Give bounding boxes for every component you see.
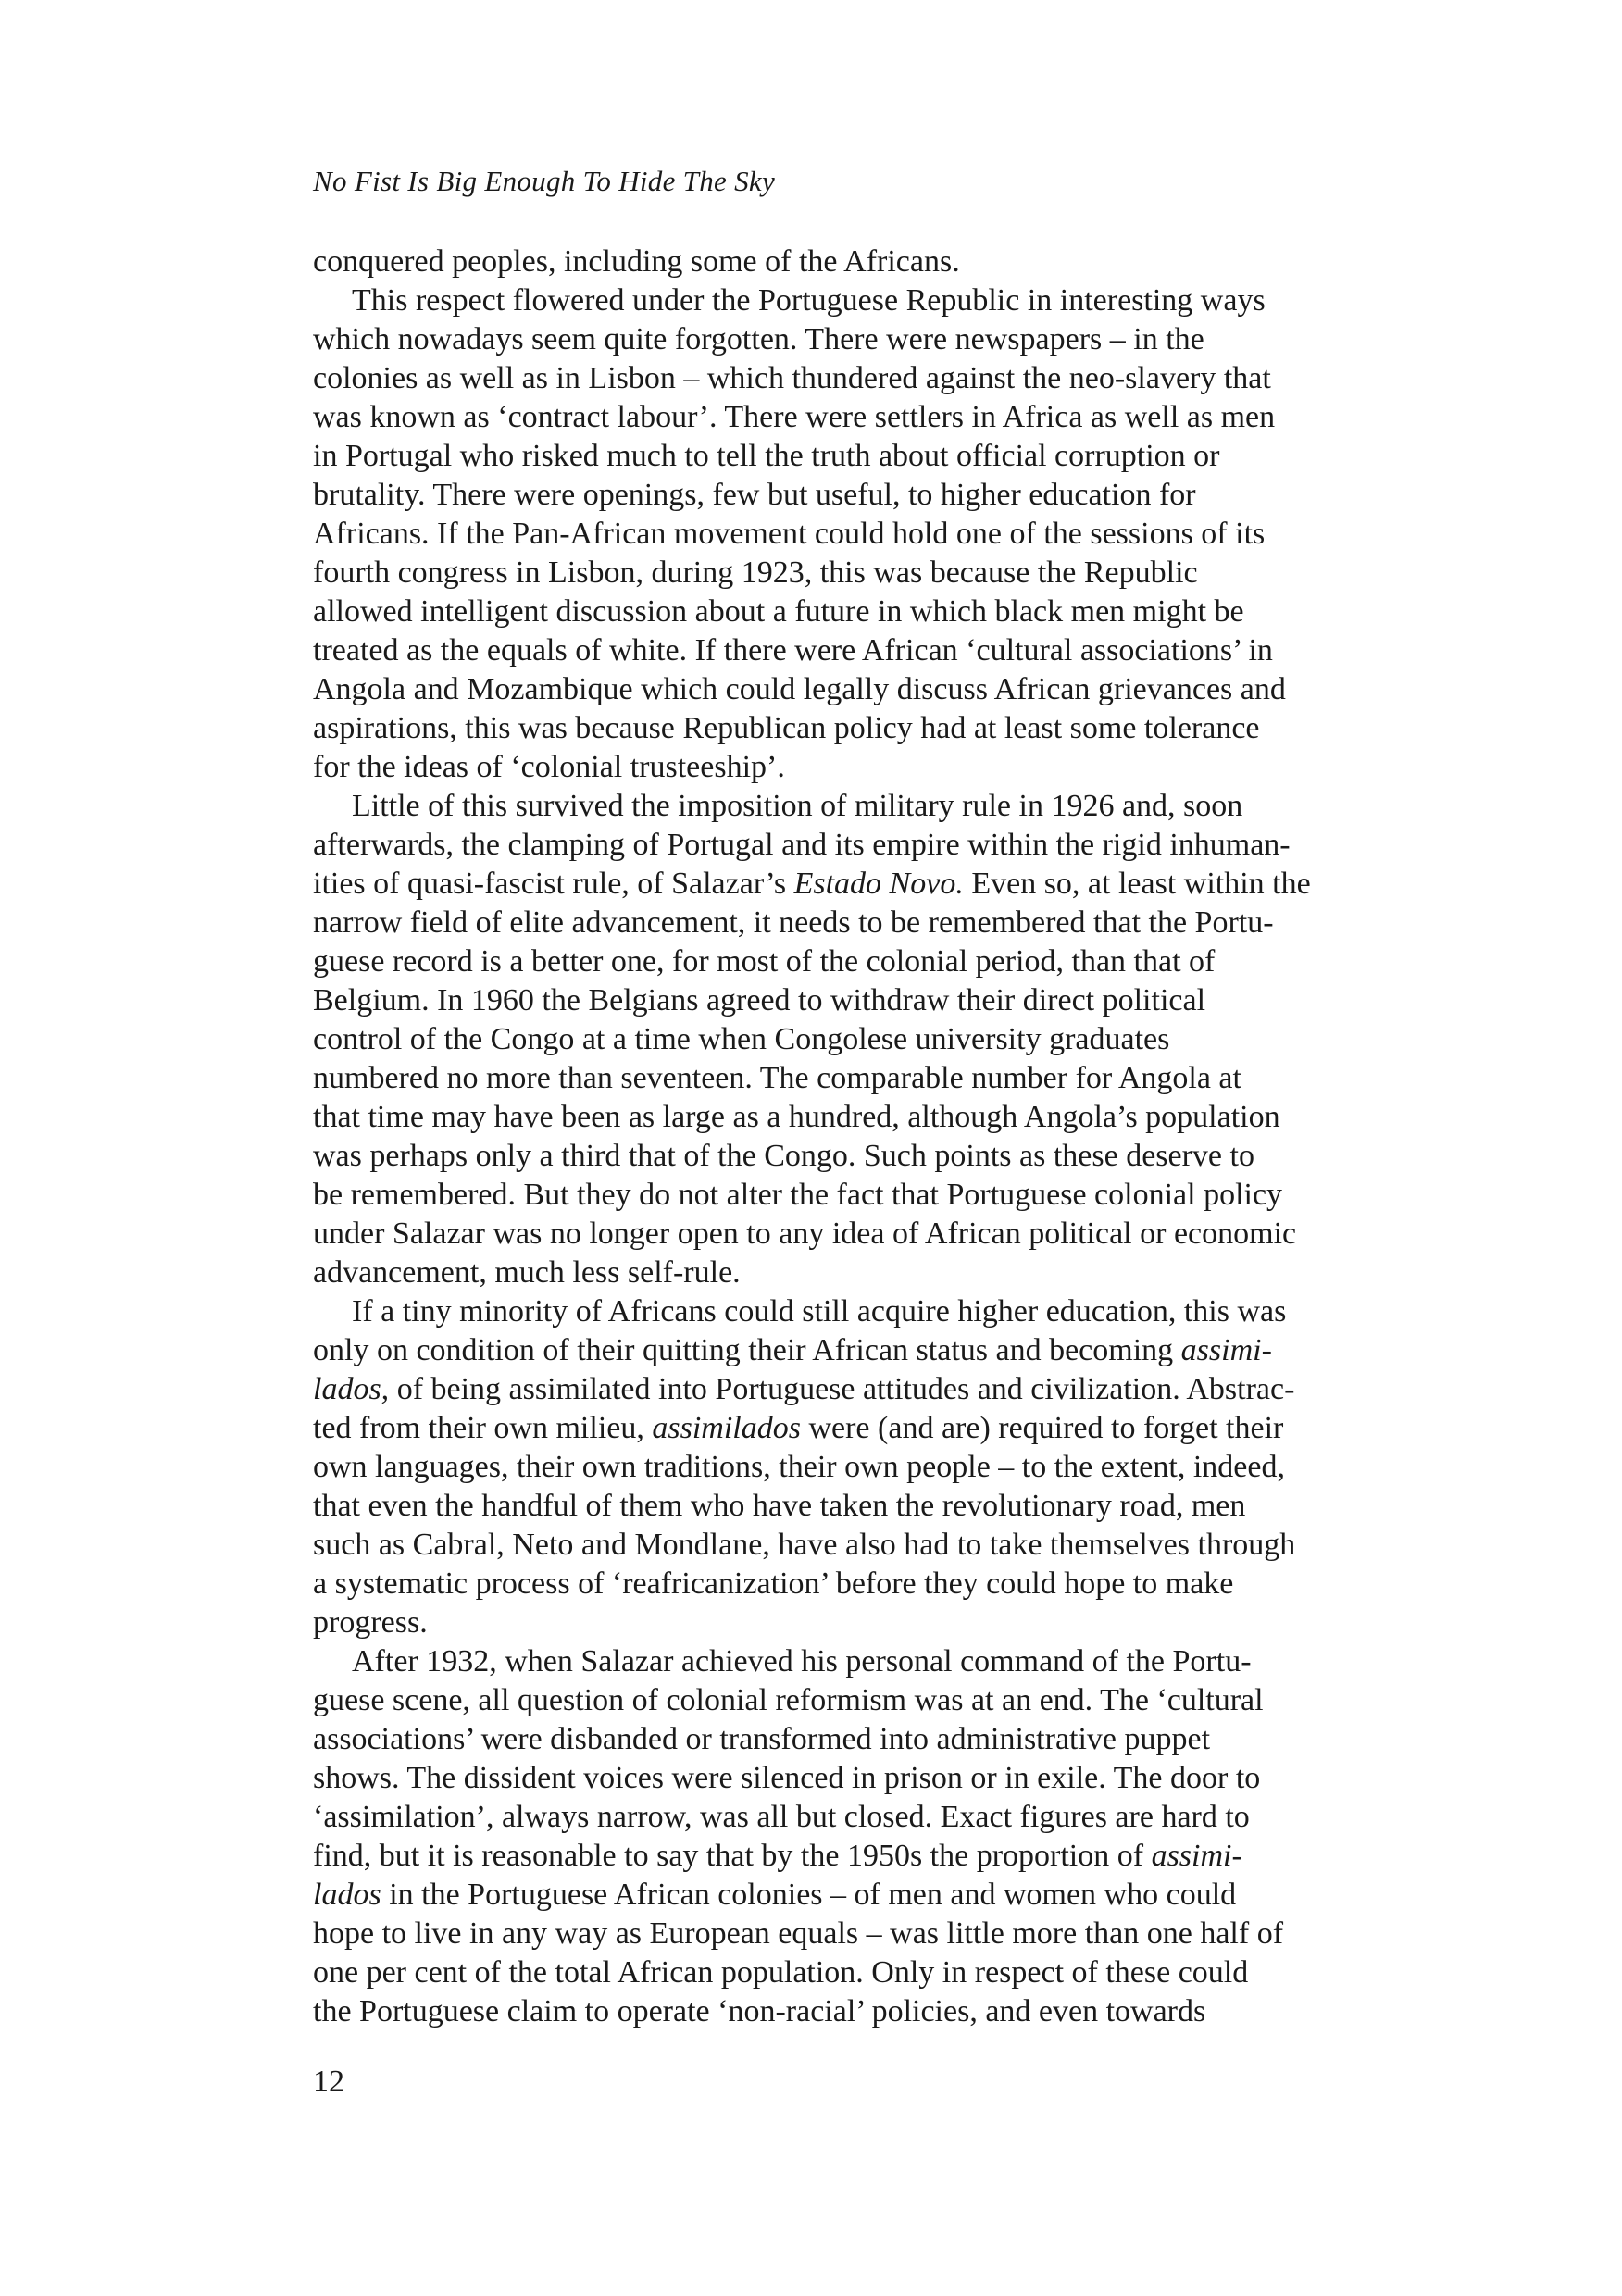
text-line-content: in Portugal who risked much to tell the truth about official corruption or [313,439,1220,473]
text-line-content: be remembered. But they do not alter the fact that Portuguese colonial policy [313,1178,1283,1212]
text-line [313,1176,1405,1215]
text-line-content: guese record is a better one, for most of the colonial period, than that of [313,944,1216,979]
text-line-content: Belgium. In 1960 the Belgians agreed to withdraw their direct political [313,983,1206,1017]
text-line-content: only on condition of their quitting their African status and becoming [313,1333,1181,1367]
text-line [313,1953,1405,1992]
text-line-continuation: of being assimilated into Portuguese attitudes and civilization. Abstrac- [389,1372,1295,1406]
text-line-continuation: were (and are) required to forget their [800,1411,1284,1445]
text-line-content: advancement, much less self-rule. [313,1255,741,1290]
running-head-title: No Fist Is Big Enough To Hide The Sky [313,165,776,197]
text-line [313,1681,1405,1720]
text-line-content: allowed intelligent discussion about a future in which black men might be [313,594,1244,629]
text-line [313,981,1405,1020]
text-line [313,243,1405,281]
text-line [313,1526,1405,1565]
text-line-content: ities of quasi-fascist rule, of Salazar’s [313,867,794,901]
text-line-content: afterwards, the clamping of Portugal and its empire within the rigid inhuman- [313,828,1291,862]
text-line [313,865,1405,904]
text-line-content: was known as ‘contract labour’. There were settlers in Africa as well as men [313,400,1276,434]
text-line-content: for the ideas of ‘colonial trusteeship’. [313,750,785,784]
text-line-content: numbered no more than seventeen. The comparable number for Angola at [313,1061,1241,1095]
text-line [313,1642,1405,1681]
text-line [313,281,1405,320]
text-line-content: After 1932, when Salazar achieved his personal command of the Portu- [352,1644,1252,1678]
italic-term: assimi- [1151,1839,1242,1873]
text-line [313,1487,1405,1526]
text-line [313,1292,1405,1331]
text-line [313,904,1405,942]
text-line-content: treated as the equals of white. If there were African ‘cultural associations’ in [313,633,1273,668]
text-line-content: aspirations, this was because Republican policy had at least some tolerance [313,711,1260,745]
text-line-content: brutality. There were openings, few but useful, to higher education for [313,478,1196,512]
text-line-content: which nowadays seem quite forgotten. There were newspapers – in the [313,322,1204,356]
text-line [313,709,1405,748]
text-line [313,1409,1405,1448]
text-line-content: If a tiny minority of Africans could still acquire higher education, this was [352,1294,1287,1329]
body-text [313,243,1405,2031]
text-line [313,1020,1405,1059]
text-line [313,748,1405,787]
text-line [313,1915,1405,1953]
text-line [313,826,1405,865]
text-line-continuation: Even so, at least within the [963,867,1311,901]
text-line [313,554,1405,593]
text-line [313,320,1405,359]
italic-term: Estado Novo. [793,867,964,901]
text-line [313,1370,1405,1409]
text-line [313,1992,1405,2031]
text-line [313,1137,1405,1176]
text-line [313,787,1405,826]
text-line [313,593,1405,631]
text-line-content: such as Cabral, Neto and Mondlane, have also had to take themselves through [313,1528,1296,1562]
text-line-content: Angola and Mozambique which could legally discuss African grievances and [313,672,1286,706]
text-line-continuation: in the Portuguese African colonies – of men and women who could [381,1878,1237,1912]
text-line-content: own languages, their own traditions, their own people – to the extent, indeed, [313,1450,1285,1484]
text-line [313,476,1405,515]
text-line-content: find, but it is reasonable to say that by the 1950s the proportion of [313,1839,1152,1873]
text-line-content: This respect flowered under the Portuguese Republic in interesting ways [352,283,1266,318]
text-line [313,631,1405,670]
text-line-content: ted from their own milieu, [313,1411,653,1445]
text-line-content: was perhaps only a third that of the Congo. Such points as these deserve to [313,1139,1254,1173]
text-line [313,1720,1405,1759]
text-line [313,1798,1405,1837]
text-line [313,398,1405,437]
page-number: 12 [313,2065,344,2099]
text-line [313,1876,1405,1915]
text-line-content: that even the handful of them who have taken the revolutionary road, men [313,1489,1246,1523]
text-line [313,515,1405,554]
text-line-content: narrow field of elite advancement, it needs to be remembered that the Portu- [313,905,1274,940]
text-line-content: ‘assimilation’, always narrow, was all but closed. Exact figures are hard to [313,1800,1250,1834]
text-line [313,1837,1405,1876]
text-line [313,1254,1405,1292]
text-line-content: control of the Congo at a time when Congolese university graduates [313,1022,1170,1056]
text-line-content: under Salazar was no longer open to any idea of African political or economic [313,1217,1297,1251]
text-line-content: associations’ were disbanded or transformed into administrative puppet [313,1722,1211,1756]
text-line-content: progress. [313,1605,428,1640]
text-line [313,1059,1405,1098]
text-line-content: a systematic process of ‘reafricanization’ before they could hope to make [313,1566,1234,1601]
text-line [313,1215,1405,1254]
italic-term: lados [313,1878,381,1912]
text-line-content: shows. The dissident voices were silenced in prison or in exile. The door to [313,1761,1261,1795]
text-line-content: Little of this survived the imposition of military rule in 1926 and, soon [352,789,1243,823]
text-line [313,359,1405,398]
italic-term: assimilados [652,1411,801,1445]
text-line-content: colonies as well as in Lisbon – which thundered against the neo-slavery that [313,361,1271,395]
italic-term: lados, [313,1372,390,1406]
text-line [313,437,1405,476]
text-line [313,942,1405,981]
text-line [313,1448,1405,1487]
text-line-content: that time may have been as large as a hundred, although Angola’s population [313,1100,1280,1134]
text-line-content: hope to live in any way as European equals – was little more than one half of [313,1916,1284,1951]
text-line-content: one per cent of the total African population. Only in respect of these could [313,1955,1249,1990]
text-line [313,1603,1405,1642]
text-line-content: Africans. If the Pan-African movement could hold one of the sessions of its [313,517,1266,551]
text-line [313,1098,1405,1137]
text-line [313,670,1405,709]
italic-term: assimi- [1180,1333,1272,1367]
text-line [313,1565,1405,1603]
text-line-content: guese scene, all question of colonial reformism was at an end. The ‘cultural [313,1683,1264,1717]
text-line-content: conquered peoples, including some of the Africans. [313,244,960,279]
text-line-content: fourth congress in Lisbon, during 1923, this was because the Republic [313,555,1198,590]
text-line [313,1759,1405,1798]
text-line-content: the Portuguese claim to operate ‘non-racial’ policies, and even towards [313,1994,1206,2028]
text-line [313,1331,1405,1370]
